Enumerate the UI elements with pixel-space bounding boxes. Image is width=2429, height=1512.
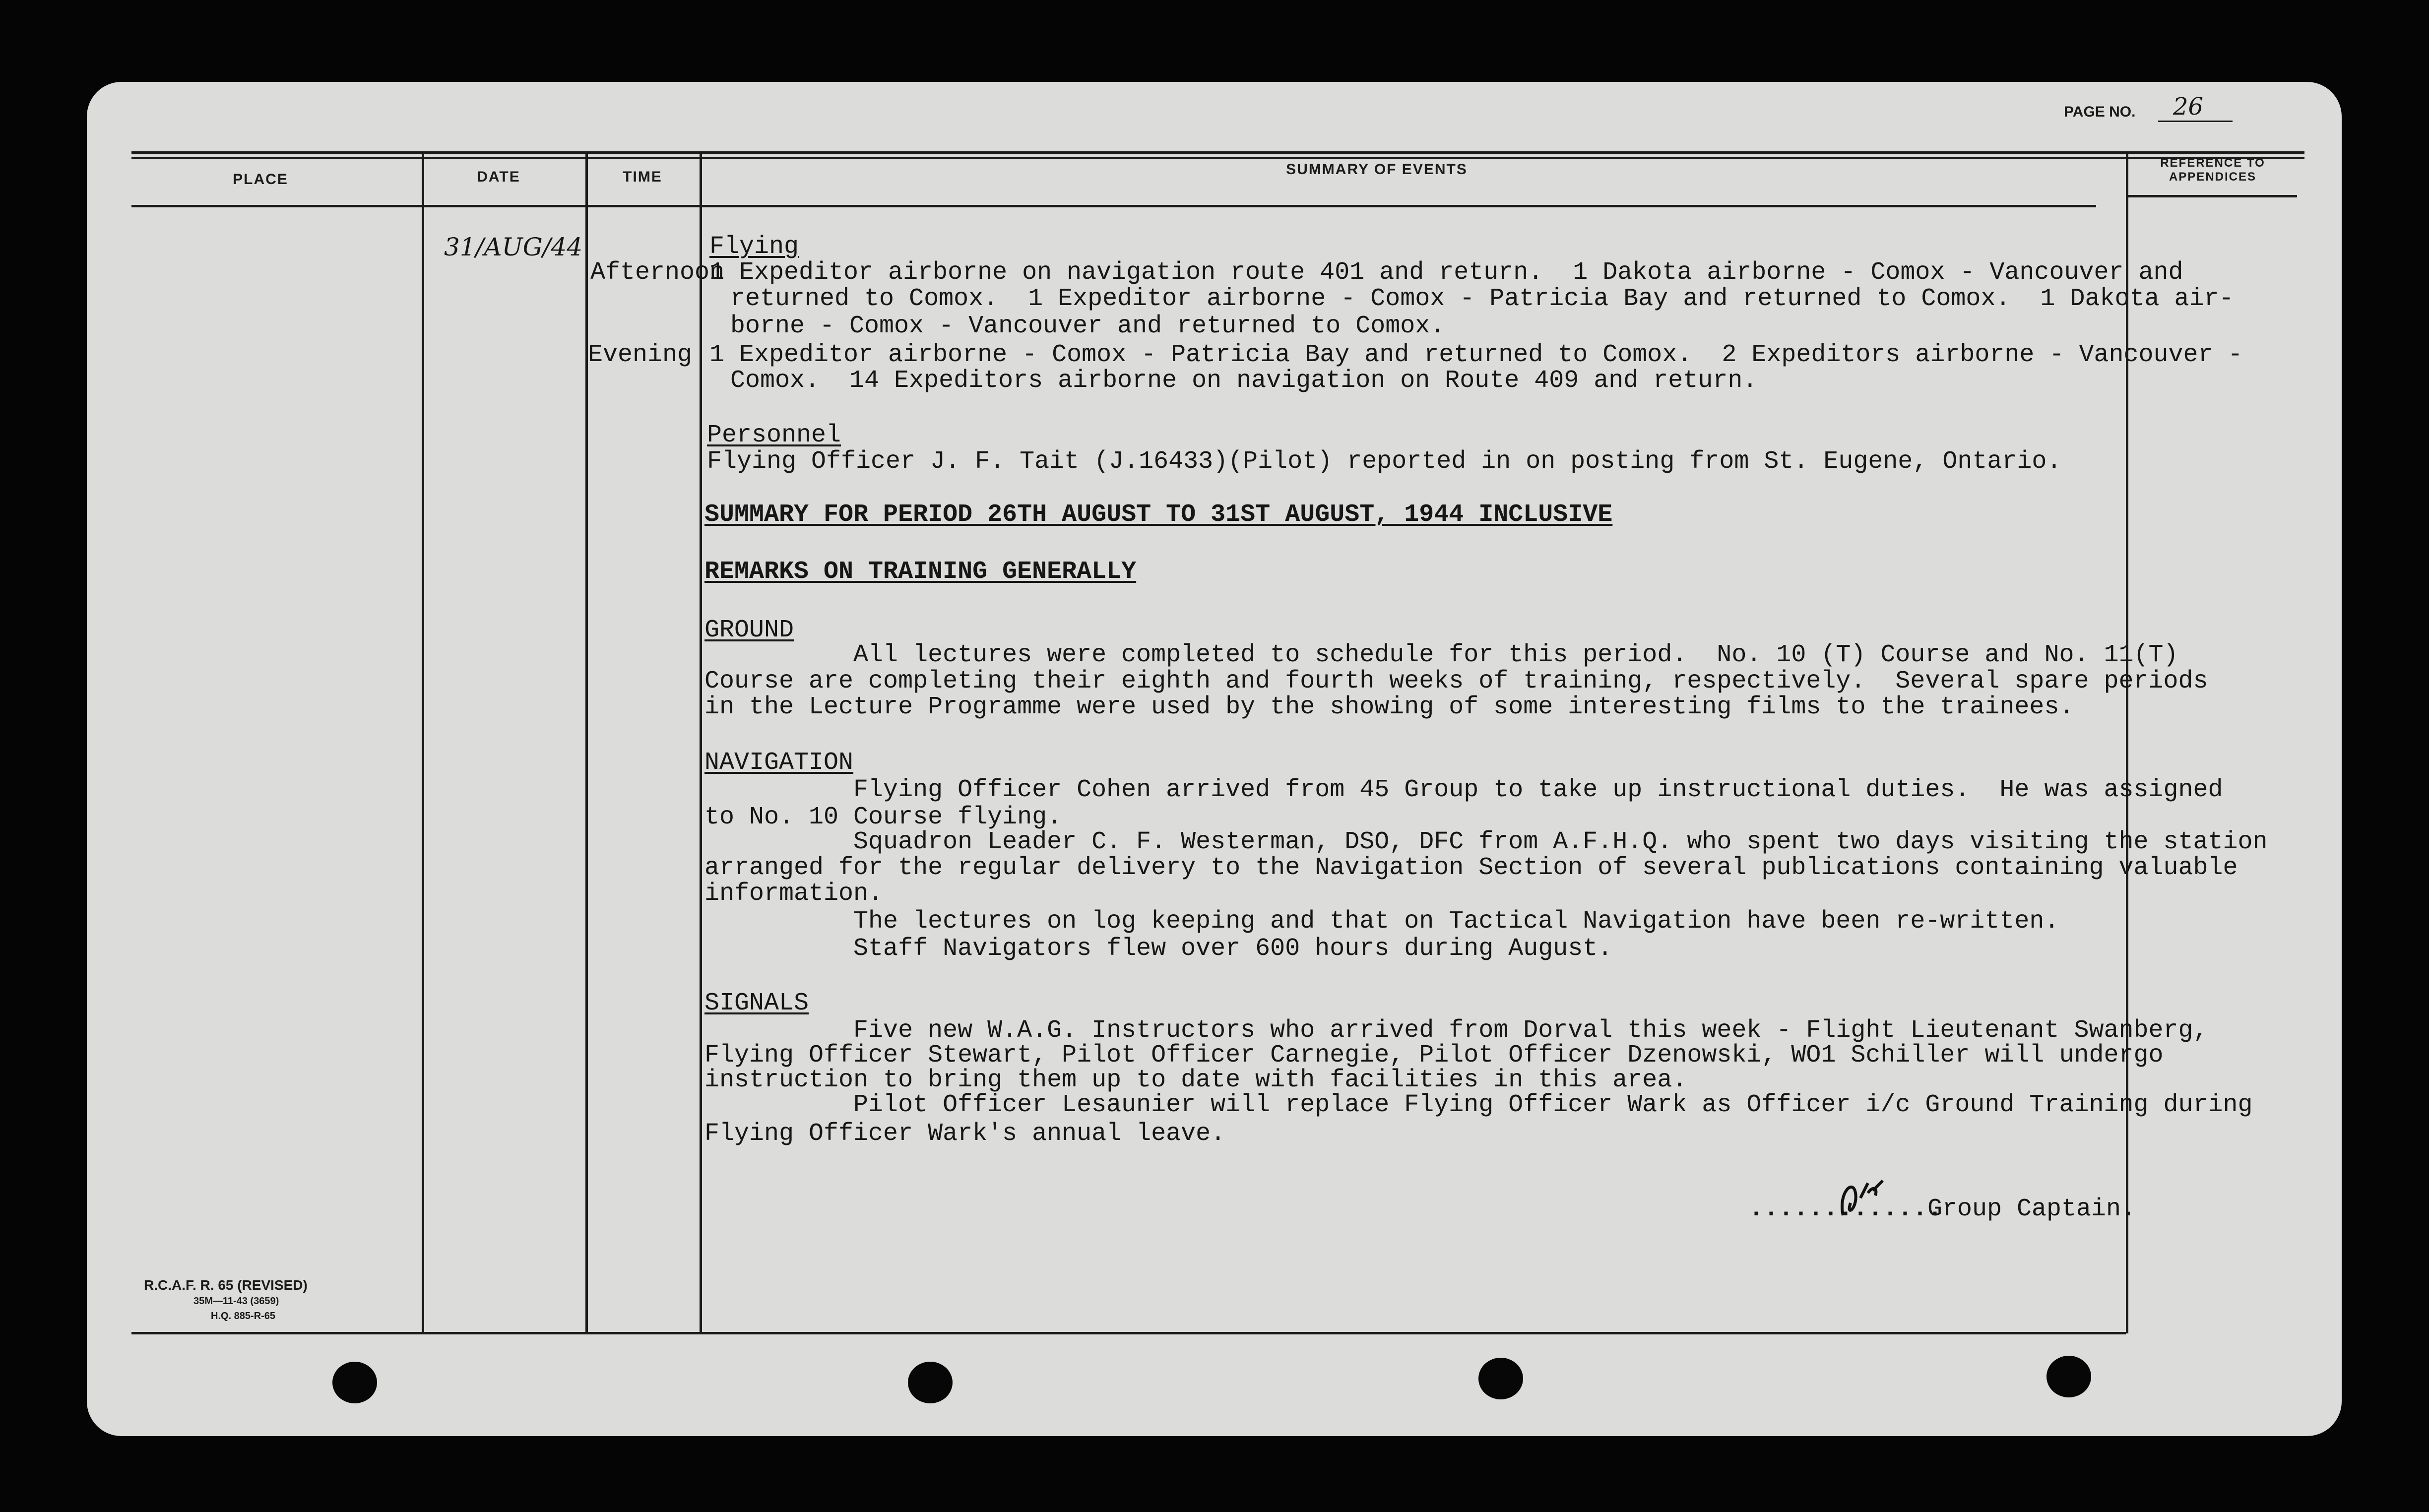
time-afternoon: Afternoon	[590, 258, 725, 287]
signals-heading: SIGNALS	[704, 989, 809, 1017]
column-header-summary: SUMMARY OF EVENTS	[1286, 161, 1468, 178]
entry-date: 31/AUG/44	[444, 233, 583, 261]
signature-title: Group Captain.	[1927, 1195, 2136, 1223]
column-header-time: TIME	[623, 169, 662, 185]
column-rule-time-summary	[700, 154, 702, 1333]
signals-line-1: Five new W.A.G. Instructors who arrived from Dorval this week - Flight Lieutenant Swanberg,	[704, 1016, 2208, 1045]
time-evening: Evening	[588, 341, 693, 369]
summary-period-heading: SUMMARY FOR PERIOD 26TH AUGUST TO 31ST AUGUST, 1944 INCLUSIVE	[704, 501, 1613, 529]
binder-hole-1	[332, 1362, 377, 1403]
form-number-line-3: H.Q. 885-R-65	[211, 1311, 276, 1322]
column-header-date: DATE	[477, 169, 520, 185]
flying-line-4: 1 Expeditor airborne - Comox - Patricia Bay and returned to Comox. 2 Expeditors airborne - Vancouver -	[709, 341, 2243, 369]
page-number-label: PAGE NO.	[2064, 104, 2136, 120]
signature-mark	[1833, 1173, 1893, 1228]
header-top-rule-2	[131, 157, 2304, 159]
flying-line-3: borne - Comox - Vancouver and returned to Comox.	[730, 312, 1445, 340]
page-number: 26	[2173, 93, 2204, 121]
form-number-line-1: R.C.A.F. R. 65 (REVISED)	[144, 1277, 308, 1293]
signals-line-5: Flying Officer Wark's annual leave.	[704, 1120, 1226, 1148]
ground-line-3: in the Lecture Programme were used by the showing of some interesting films to the trainees.	[704, 693, 2074, 721]
page-number-underline	[2158, 121, 2233, 122]
personnel-line: Flying Officer J. F. Tait (J.16433)(Pilot) reported in on posting from St. Eugene, Ontario.	[707, 447, 2062, 476]
header-bottom-rule	[131, 205, 2096, 207]
flying-heading: Flying	[709, 233, 799, 261]
column-header-reference-2: APPENDICES	[2169, 170, 2257, 184]
personnel-heading: Personnel	[707, 421, 841, 449]
column-rule-date-time	[585, 154, 588, 1333]
reference-header-rule	[2128, 195, 2297, 197]
signals-line-3: instruction to bring them up to date with facilities in this area.	[704, 1066, 1687, 1094]
navigation-line-4: arranged for the regular delivery to the Navigation Section of several publications containing valuable	[704, 854, 2238, 882]
flying-line-1: 1 Expeditor airborne on navigation route 401 and return. 1 Dakota airborne - Comox - Vancouver and	[709, 258, 2183, 287]
form-number-line-2: 35M—11-43 (3659)	[193, 1296, 279, 1307]
flying-line-5: Comox. 14 Expeditors airborne on navigation on Route 409 and return.	[730, 367, 1758, 395]
form-sheet	[87, 82, 2342, 1436]
column-header-reference-1: REFERENCE TO	[2160, 156, 2265, 170]
remarks-heading: REMARKS ON TRAINING GENERALLY	[704, 558, 1137, 586]
binder-hole-3	[1478, 1358, 1523, 1399]
navigation-line-6: The lectures on log keeping and that on Tactical Navigation have been re-written.	[704, 907, 2059, 936]
navigation-line-7: Staff Navigators flew over 600 hours during August.	[704, 935, 1613, 963]
ground-heading: GROUND	[704, 616, 794, 644]
column-header-place: PLACE	[233, 171, 288, 188]
navigation-line-1: Flying Officer Cohen arrived from 45 Group to take up instructional duties. He was assigned	[704, 776, 2223, 804]
signals-line-2: Flying Officer Stewart, Pilot Officer Carnegie, Pilot Officer Dzenowski, WO1 Schiller will undergo	[704, 1041, 2164, 1070]
navigation-line-3: Squadron Leader C. F. Westerman, DSO, DFC from A.F.H.Q. who spent two days visiting the station	[704, 828, 2268, 856]
ground-line-2: Course are completing their eighth and fourth weeks of training, respectively. Several spare periods	[704, 667, 2208, 695]
navigation-heading: NAVIGATION	[704, 749, 854, 777]
signals-line-4: Pilot Officer Lesaunier will replace Flying Officer Wark as Officer i/c Ground Training during	[704, 1091, 2253, 1119]
navigation-line-2: to No. 10 Course flying.	[704, 803, 1062, 831]
binder-hole-4	[2046, 1356, 2091, 1397]
binder-hole-2	[908, 1362, 953, 1403]
flying-line-2: returned to Comox. 1 Expeditor airborne - Comox - Patricia Bay and returned to Comox. 1 Dakota air-	[730, 285, 2234, 313]
navigation-line-5: information.	[704, 880, 884, 908]
form-bottom-rule	[131, 1332, 2126, 1334]
header-top-rule	[131, 151, 2304, 154]
column-rule-summary-reference	[2126, 154, 2128, 1333]
column-rule-place-date	[422, 154, 424, 1333]
signature-dots: .............	[1749, 1195, 1943, 1223]
ground-line-1: All lectures were completed to schedule for this period. No. 10 (T) Course and No. 11(T)	[704, 641, 2178, 669]
